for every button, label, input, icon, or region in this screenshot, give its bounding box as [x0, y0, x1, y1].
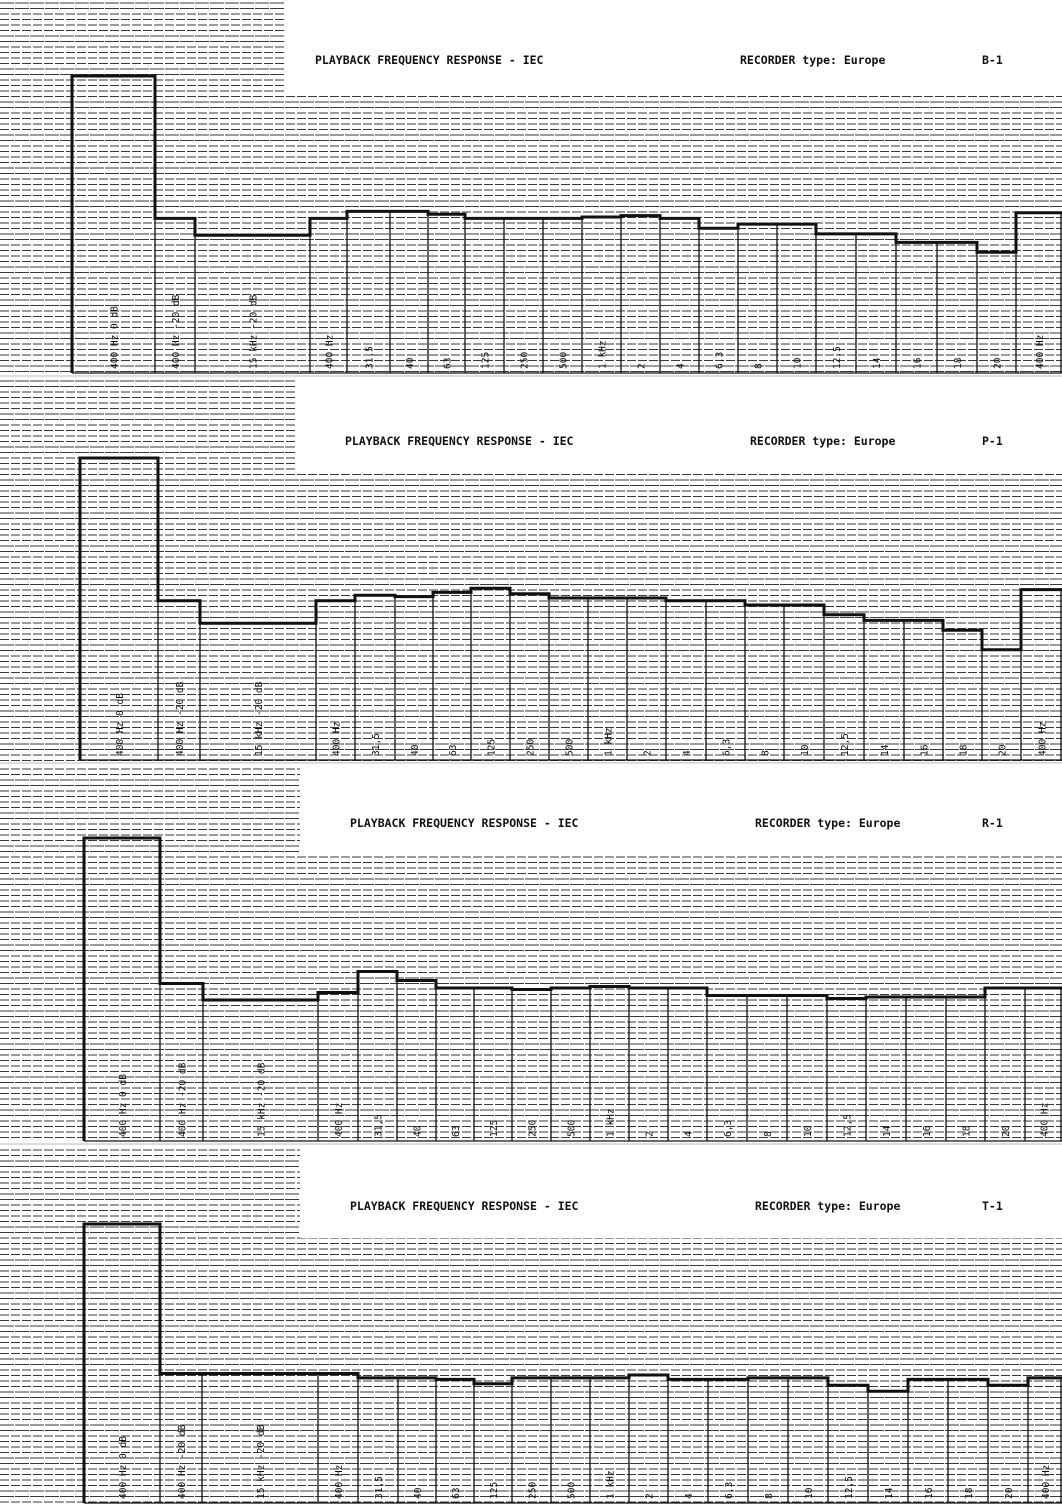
recorder-id: P-1 — [982, 434, 1003, 448]
level-trace — [72, 76, 1062, 373]
tick-label: 250 — [525, 738, 537, 756]
tick-label: 400 Hz 0 dB — [118, 1436, 129, 1499]
tick-label: 400 Hz -20 dB — [177, 1424, 188, 1499]
tick-label: 15 kHz -20 dB — [248, 294, 260, 369]
tick-label: 40 — [413, 1487, 424, 1499]
tick-label: 250 — [519, 351, 531, 369]
tick-label: 6,3 — [723, 1119, 734, 1137]
tick-label: 400 Hz 0 dB — [118, 1074, 129, 1137]
tick-label: 31,5 — [374, 1476, 385, 1499]
tick-label: 4 — [675, 363, 687, 369]
chart-title: PLAYBACK FREQUENCY RESPONSE - IEC — [315, 53, 544, 67]
tick-label: 31,5 — [364, 346, 376, 369]
tick-label: 8 — [760, 750, 772, 756]
tick-label: 400 Hz — [334, 1464, 345, 1499]
tick-label: 1 kHz — [605, 1108, 617, 1137]
tick-label: 500 — [558, 351, 570, 369]
tick-label: 63 — [442, 357, 454, 369]
tick-label: 8 — [764, 1493, 775, 1499]
tick-label: 14 — [882, 1125, 893, 1137]
tick-label: 2 — [636, 363, 648, 369]
tick-label: 8 — [753, 363, 765, 369]
tick-label: 2 — [644, 1131, 656, 1137]
recorder-type-label: RECORDER type: Europe — [755, 816, 901, 830]
tick-label: 2 — [642, 750, 654, 756]
tick-label: 20 — [1001, 1125, 1012, 1137]
tick-label: 18 — [961, 1125, 973, 1137]
tick-label: 20 — [1004, 1487, 1015, 1499]
recorder-id: R-1 — [982, 816, 1003, 830]
tick-label: 1 kHz — [605, 1470, 617, 1499]
recorder-id: T-1 — [982, 1199, 1003, 1213]
tick-label: 400 Hz -20 dB — [177, 1062, 189, 1137]
tick-label: 125 — [480, 351, 492, 369]
tick-label: 125 — [486, 738, 498, 756]
tick-label: 400 Hz -20 dB — [171, 294, 182, 369]
tick-label: 40 — [405, 357, 416, 369]
tick-label: 4 — [682, 750, 693, 756]
tick-label: 63 — [451, 1125, 462, 1137]
tick-label: 14 — [880, 744, 891, 756]
tick-label: 400 Hz — [334, 1102, 345, 1137]
recorder-type-label: RECORDER type: Europe — [740, 53, 886, 67]
tick-label: 18 — [953, 357, 964, 369]
bar-columns — [80, 458, 1061, 760]
tick-label: 12,5 — [842, 1114, 854, 1137]
chart-panel-4 — [0, 1148, 1062, 1505]
recorder-type-label: RECORDER type: Europe — [755, 1199, 901, 1213]
tick-label: 18 — [964, 1487, 975, 1499]
chart-title: PLAYBACK FREQUENCY RESPONSE - IEC — [350, 816, 579, 830]
tick-label: 400 Hz — [324, 334, 336, 369]
tick-label: 6,3 — [714, 351, 726, 369]
tick-label: 4 — [684, 1493, 695, 1499]
tick-label: 400 Hz -20 dB — [175, 681, 186, 756]
tick-label: 18 — [958, 744, 970, 756]
tick-label: 16 — [912, 357, 924, 369]
level-trace — [84, 838, 1062, 1141]
tick-label: 14 — [884, 1487, 895, 1499]
tick-label: 4 — [683, 1131, 695, 1137]
tick-label: 400 Hz — [1041, 1464, 1052, 1499]
tick-label: 125 — [489, 1119, 500, 1137]
chart-title: PLAYBACK FREQUENCY RESPONSE - IEC — [350, 1199, 579, 1213]
tick-label: 250 — [527, 1119, 539, 1137]
tick-label: 6,3 — [724, 1481, 735, 1499]
tick-label: 500 — [564, 738, 576, 756]
chart-panel-1 — [0, 1, 1062, 376]
title-area — [295, 379, 1062, 473]
tick-label: 15 kHz -20 dB — [256, 1062, 268, 1137]
tick-label: 20 — [992, 357, 1004, 369]
bar-columns — [72, 76, 1061, 373]
tick-label: 400 Hz — [1035, 334, 1046, 369]
tick-label: 400 Hz — [1039, 1102, 1051, 1137]
tick-label: 16 — [924, 1487, 935, 1499]
tick-label: 15 kHz -20 dB — [256, 1424, 267, 1499]
tick-label: 1 kHz — [603, 727, 615, 756]
title-area — [300, 1148, 1062, 1238]
tick-label: 63 — [451, 1487, 462, 1499]
title-area — [285, 1, 1062, 92]
tick-label: 400 Hz — [1037, 721, 1049, 756]
tick-label: 10 — [792, 357, 804, 369]
tick-label: 6,3 — [721, 738, 733, 756]
tick-label: 10 — [800, 744, 811, 756]
tick-label: 12,5 — [840, 733, 851, 756]
tick-label: 12,5 — [844, 1476, 855, 1499]
tick-label: 400 Hz 0 dB — [109, 306, 121, 369]
tick-label: 40 — [412, 1125, 424, 1137]
tick-label: 250 — [527, 1481, 539, 1499]
tick-label: 63 — [448, 744, 459, 756]
tick-label: 500 — [566, 1481, 578, 1499]
recorder-id: B-1 — [982, 53, 1003, 67]
tick-label: 16 — [922, 1125, 933, 1137]
level-trace — [80, 458, 1062, 760]
tick-label: 400 Hz 0 dB — [115, 693, 126, 756]
tick-label: 16 — [919, 744, 931, 756]
recorder-type-label: RECORDER type: Europe — [750, 434, 896, 448]
chart-panel-2 — [0, 379, 1062, 763]
tick-label: 10 — [803, 1125, 814, 1137]
tick-label: 31,5 — [373, 1114, 385, 1137]
tick-label: 12,5 — [832, 346, 843, 369]
tick-label: 400 Hz — [331, 721, 343, 756]
tick-label: 20 — [997, 744, 1009, 756]
tick-label: 1 kHz — [597, 340, 609, 369]
tick-label: 10 — [804, 1487, 815, 1499]
title-area — [300, 767, 1062, 855]
tick-label: 125 — [489, 1481, 500, 1499]
tick-label: 2 — [644, 1493, 656, 1499]
tick-label: 31,5 — [371, 733, 382, 756]
tick-label: 15 kHz -20 dB — [254, 681, 265, 756]
tick-label: 500 — [566, 1119, 578, 1137]
tick-label: 40 — [410, 744, 421, 756]
chart-title: PLAYBACK FREQUENCY RESPONSE - IEC — [345, 434, 574, 448]
chart-panel-3 — [0, 767, 1062, 1144]
tick-label: 8 — [763, 1131, 774, 1137]
tick-label: 14 — [872, 357, 883, 369]
